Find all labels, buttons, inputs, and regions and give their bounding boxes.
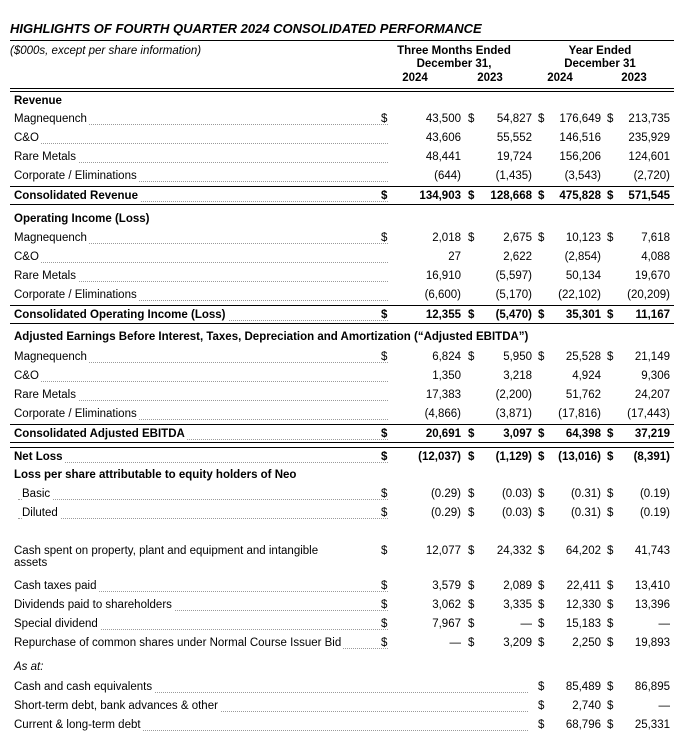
value-cell: 9,306 xyxy=(641,370,670,382)
report-title: HIGHLIGHTS OF FOURTH QUARTER 2024 CONSOLIDATED PERFORMANCE xyxy=(10,21,482,36)
table-row xyxy=(10,485,674,504)
value-cell: 4,088 xyxy=(641,251,670,263)
value-cell: 19,893 xyxy=(634,637,670,649)
value-cell: 2,250 xyxy=(572,637,601,649)
value-cell: — xyxy=(658,618,670,630)
value-cell: (4,866) xyxy=(424,408,461,420)
currency-sign: $ xyxy=(468,618,475,630)
value-cell: 10,123 xyxy=(565,232,601,244)
value-cell: (1,129) xyxy=(495,451,532,463)
table-row xyxy=(10,148,674,167)
currency-sign: $ xyxy=(538,700,545,712)
value-cell: 21,149 xyxy=(634,351,670,363)
row-label: Magnequench xyxy=(14,113,87,125)
table-row xyxy=(10,267,674,286)
currency-sign: $ xyxy=(538,232,545,244)
value-cell: 20,691 xyxy=(425,428,461,440)
currency-sign: $ xyxy=(381,232,388,244)
currency-sign: $ xyxy=(607,700,614,712)
leader-dots xyxy=(18,143,388,144)
value-cell: (17,816) xyxy=(558,408,601,420)
value-cell: 2,675 xyxy=(503,232,532,244)
value-cell: (2,200) xyxy=(495,389,532,401)
row-label: Adjusted Earnings Before Interest, Taxes, Depreciation and Amortization (“Adjusted EBITDA”) xyxy=(14,331,529,343)
currency-sign: $ xyxy=(381,113,388,125)
currency-sign: $ xyxy=(538,618,545,630)
row-label: Corporate / Eliminations xyxy=(14,408,137,420)
row-label: Corporate / Eliminations xyxy=(14,289,137,301)
table-row xyxy=(10,678,674,697)
currency-sign: $ xyxy=(468,637,475,649)
currency-sign: $ xyxy=(381,580,388,592)
value-cell: 41,743 xyxy=(634,545,670,557)
currency-sign: $ xyxy=(538,681,545,693)
row-label: Revenue xyxy=(14,95,62,107)
value-cell: 13,410 xyxy=(634,580,670,592)
currency-sign: $ xyxy=(468,190,475,202)
table-row xyxy=(10,129,674,148)
table-row xyxy=(10,615,674,634)
value-cell: 3,218 xyxy=(503,370,532,382)
currency-sign: $ xyxy=(607,428,614,440)
row-label: Rare Metals xyxy=(14,389,76,401)
value-cell: 12,077 xyxy=(425,545,461,557)
value-cell: (22,102) xyxy=(558,289,601,301)
value-cell: 54,827 xyxy=(496,113,532,125)
leader-dots xyxy=(18,462,388,463)
row-label: Cash taxes paid xyxy=(14,580,97,592)
table-row xyxy=(10,386,674,405)
value-cell: 134,903 xyxy=(419,190,461,202)
header-rule xyxy=(10,88,674,89)
currency-sign: $ xyxy=(607,618,614,630)
value-cell: 48,441 xyxy=(425,151,461,163)
header-2023-year: 2023 xyxy=(621,72,647,84)
table-row xyxy=(10,367,674,386)
currency-sign: $ xyxy=(538,190,545,202)
currency-sign: $ xyxy=(381,507,388,519)
currency-sign: $ xyxy=(538,451,545,463)
value-cell: 27 xyxy=(448,251,461,263)
currency-sign: $ xyxy=(381,599,388,611)
currency-sign: $ xyxy=(538,599,545,611)
row-label: Operating Income (Loss) xyxy=(14,213,150,225)
value-cell: 12,330 xyxy=(565,599,601,611)
currency-sign: $ xyxy=(381,618,388,630)
table-row xyxy=(10,210,674,229)
value-cell: 2,622 xyxy=(503,251,532,263)
value-cell: (12,037) xyxy=(418,451,461,463)
currency-sign: $ xyxy=(607,309,614,321)
table-row xyxy=(10,248,674,267)
value-cell: 37,219 xyxy=(634,428,670,440)
currency-sign: $ xyxy=(538,113,545,125)
currency-sign: $ xyxy=(468,599,475,611)
row-label: Current & long-term debt xyxy=(14,719,141,731)
currency-sign: $ xyxy=(607,599,614,611)
row-label: Cash and cash equivalents xyxy=(14,681,153,693)
row-label: Diluted xyxy=(22,507,58,519)
table-row xyxy=(10,658,674,677)
row-label: Short-term debt, bank advances & other xyxy=(14,700,218,712)
value-cell: (17,443) xyxy=(627,408,670,420)
leader-dots xyxy=(18,499,388,500)
currency-sign: $ xyxy=(538,488,545,500)
table-row xyxy=(10,504,674,523)
value-cell: — xyxy=(658,700,670,712)
currency-sign: $ xyxy=(381,488,388,500)
value-cell: (13,016) xyxy=(558,451,601,463)
currency-sign: $ xyxy=(381,545,388,557)
header-2024-year: 2024 xyxy=(547,72,573,84)
value-cell: 146,516 xyxy=(559,132,601,144)
value-cell: 64,398 xyxy=(565,428,601,440)
value-cell: 176,649 xyxy=(559,113,601,125)
value-cell: 3,579 xyxy=(432,580,461,592)
value-cell: 22,411 xyxy=(566,580,601,592)
currency-sign: $ xyxy=(607,580,614,592)
leader-dots xyxy=(18,381,388,382)
row-label: Corporate / Eliminations xyxy=(14,170,137,182)
value-cell: 2,018 xyxy=(432,232,461,244)
value-cell: 3,335 xyxy=(503,599,532,611)
value-cell: 43,500 xyxy=(425,113,461,125)
table-row xyxy=(10,542,674,572)
value-cell: 19,670 xyxy=(634,270,670,282)
table-row xyxy=(10,577,674,596)
value-cell: 86,895 xyxy=(634,681,670,693)
currency-sign: $ xyxy=(468,545,475,557)
value-cell: (6,600) xyxy=(424,289,461,301)
row-label: Basic xyxy=(22,488,51,500)
currency-sign: $ xyxy=(381,309,388,321)
row-label-continued: assets xyxy=(14,557,48,569)
currency-sign: $ xyxy=(468,232,475,244)
row-label: Magnequench xyxy=(14,232,87,244)
currency-sign: $ xyxy=(607,681,614,693)
value-cell: (0.19) xyxy=(639,488,670,500)
currency-sign: $ xyxy=(607,719,614,731)
table-row xyxy=(10,167,674,186)
row-label: Rare Metals xyxy=(14,270,76,282)
row-label: Magnequench xyxy=(14,351,87,363)
value-cell: 3,062 xyxy=(432,599,461,611)
value-cell: 15,183 xyxy=(565,618,601,630)
currency-sign: $ xyxy=(607,451,614,463)
value-cell: 24,207 xyxy=(634,389,670,401)
value-cell: 124,601 xyxy=(628,151,670,163)
value-cell: 68,796 xyxy=(565,719,601,731)
value-cell: 24,332 xyxy=(496,545,532,557)
value-cell: 7,618 xyxy=(641,232,670,244)
table-row xyxy=(10,697,674,716)
value-cell: (0.03) xyxy=(501,507,532,519)
table-row xyxy=(10,229,674,248)
currency-sign: $ xyxy=(468,488,475,500)
value-cell: (0.29) xyxy=(430,488,461,500)
value-cell: (0.29) xyxy=(430,507,461,519)
currency-sign: $ xyxy=(607,232,614,244)
value-cell: 2,740 xyxy=(572,700,601,712)
currency-sign: $ xyxy=(607,488,614,500)
value-cell: 64,202 xyxy=(565,545,601,557)
value-cell: 35,301 xyxy=(565,309,601,321)
currency-sign: $ xyxy=(607,545,614,557)
value-cell: 5,950 xyxy=(503,351,532,363)
row-label: C&O xyxy=(14,251,39,263)
table-row xyxy=(10,716,674,735)
table-row xyxy=(10,348,674,367)
value-cell: (5,470) xyxy=(495,309,532,321)
value-cell: 3,209 xyxy=(503,637,532,649)
value-cell: (2,720) xyxy=(633,170,670,182)
value-cell: (0.31) xyxy=(570,488,601,500)
value-cell: 55,552 xyxy=(496,132,532,144)
currency-sign: $ xyxy=(538,428,545,440)
currency-sign: $ xyxy=(468,351,475,363)
title-rule xyxy=(10,40,674,41)
value-cell: 25,528 xyxy=(565,351,601,363)
table-row xyxy=(10,634,674,653)
currency-sign: $ xyxy=(607,113,614,125)
currency-sign: $ xyxy=(538,580,545,592)
value-cell: 7,967 xyxy=(432,618,461,630)
row-label: Consolidated Operating Income (Loss) xyxy=(14,309,226,321)
currency-sign: $ xyxy=(607,637,614,649)
table-row xyxy=(10,405,674,424)
row-label: As at: xyxy=(14,661,44,673)
table-row xyxy=(10,328,674,347)
row-label: Special dividend xyxy=(14,618,98,630)
currency-sign: $ xyxy=(468,507,475,519)
value-cell: 25,331 xyxy=(634,719,670,731)
value-cell: 13,396 xyxy=(634,599,670,611)
row-label: Rare Metals xyxy=(14,151,76,163)
row-label: Consolidated Revenue xyxy=(14,190,138,202)
currency-sign: $ xyxy=(468,580,475,592)
value-cell: 571,545 xyxy=(628,190,670,202)
value-cell: 3,097 xyxy=(503,428,532,440)
value-cell: 51,762 xyxy=(565,389,601,401)
value-cell: (1,435) xyxy=(495,170,532,182)
header-year-line1: Year Ended xyxy=(568,45,632,57)
value-cell: 213,735 xyxy=(628,113,670,125)
row-label: Dividends paid to shareholders xyxy=(14,599,172,611)
leader-dots xyxy=(18,262,388,263)
value-cell: 50,134 xyxy=(565,270,601,282)
row-label: Repurchase of common shares under Normal Course Issuer Bid xyxy=(14,637,342,649)
header-year-line2: December 31 xyxy=(564,58,636,70)
value-cell: 43,606 xyxy=(425,132,461,144)
value-cell: 128,668 xyxy=(490,190,532,202)
currency-sign: $ xyxy=(468,451,475,463)
value-cell: — xyxy=(520,618,532,630)
currency-sign: $ xyxy=(381,428,388,440)
currency-sign: $ xyxy=(381,190,388,202)
value-cell: — xyxy=(449,637,461,649)
currency-sign: $ xyxy=(538,351,545,363)
currency-sign: $ xyxy=(607,351,614,363)
row-label: Cash spent on property, plant and equipment and intangible assets xyxy=(14,545,319,569)
currency-sign: $ xyxy=(381,451,388,463)
currency-sign: $ xyxy=(538,545,545,557)
table-row xyxy=(10,596,674,615)
value-cell: 2,089 xyxy=(503,580,532,592)
currency-sign: $ xyxy=(538,507,545,519)
value-cell: 11,167 xyxy=(635,309,670,321)
currency-sign: $ xyxy=(538,637,545,649)
value-cell: (644) xyxy=(434,170,461,182)
row-label: Net Loss xyxy=(14,451,63,463)
value-cell: (0.31) xyxy=(570,507,601,519)
table-row xyxy=(10,91,674,110)
currency-sign: $ xyxy=(468,428,475,440)
value-cell: (0.03) xyxy=(501,488,532,500)
value-cell: (0.19) xyxy=(639,507,670,519)
row-label: Consolidated Adjusted EBITDA xyxy=(14,428,185,440)
currency-sign: $ xyxy=(607,190,614,202)
row-label: Loss per share attributable to equity holders of Neo xyxy=(14,469,297,481)
header-year-ended xyxy=(545,45,655,71)
value-cell: (5,170) xyxy=(495,289,532,301)
value-cell: (20,209) xyxy=(627,289,670,301)
header-three-months-line1: Three Months Ended xyxy=(397,45,511,57)
table-row xyxy=(10,186,674,205)
table-row xyxy=(10,466,674,485)
value-cell: 235,929 xyxy=(628,132,670,144)
header-three-months xyxy=(392,45,516,71)
value-cell: 17,383 xyxy=(425,389,461,401)
value-cell: 1,350 xyxy=(432,370,461,382)
value-cell: (3,871) xyxy=(495,408,532,420)
header-three-months-line2: December 31, xyxy=(416,58,492,70)
currency-sign: $ xyxy=(538,309,545,321)
value-cell: (8,391) xyxy=(633,451,670,463)
currency-sign: $ xyxy=(607,507,614,519)
leader-dots xyxy=(18,518,388,519)
value-cell: 16,910 xyxy=(425,270,461,282)
table-row xyxy=(10,286,674,305)
header-2024-quarter: 2024 xyxy=(402,72,428,84)
table-row xyxy=(10,424,674,443)
value-cell: 6,824 xyxy=(432,351,461,363)
currency-sign: $ xyxy=(468,309,475,321)
units-note: ($000s, except per share information) xyxy=(10,45,202,57)
currency-sign: $ xyxy=(468,113,475,125)
value-cell: (2,854) xyxy=(564,251,601,263)
value-cell: 19,724 xyxy=(496,151,532,163)
row-label: C&O xyxy=(14,132,39,144)
currency-sign: $ xyxy=(381,351,388,363)
value-cell: (3,543) xyxy=(564,170,601,182)
table-row xyxy=(10,110,674,129)
value-cell: 156,206 xyxy=(559,151,601,163)
value-cell: 85,489 xyxy=(565,681,601,693)
table-row xyxy=(10,447,674,466)
value-cell: 475,828 xyxy=(559,190,601,202)
header-2023-quarter: 2023 xyxy=(477,72,503,84)
currency-sign: $ xyxy=(538,719,545,731)
value-cell: (5,597) xyxy=(495,270,532,282)
value-cell: 4,924 xyxy=(572,370,601,382)
currency-sign: $ xyxy=(381,637,388,649)
value-cell: 12,355 xyxy=(425,309,461,321)
row-label: C&O xyxy=(14,370,39,382)
table-row xyxy=(10,305,674,324)
